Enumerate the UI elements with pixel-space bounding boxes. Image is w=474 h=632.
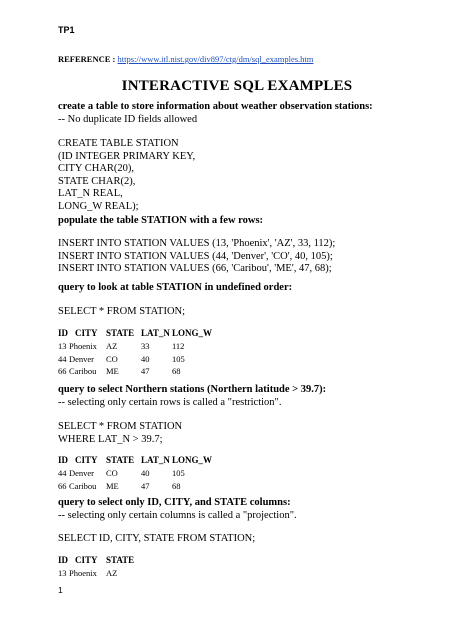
column-header: STATE — [106, 328, 135, 338]
table-cell: ME — [106, 366, 119, 377]
reference-link[interactable]: https://www.itl.nist.gov/div897/ctg/dm/sql_examples.htm — [117, 54, 314, 64]
code-line: INSERT INTO STATION VALUES (66, 'Caribou', 'ME', 47, 68); — [58, 263, 332, 275]
table-cell: 13 — [58, 340, 67, 351]
section-heading-northern: query to select Northern stations (Northern latitude > 39.7): — [58, 384, 327, 395]
table-cell: AZ — [106, 340, 118, 351]
page-number: 1 — [58, 585, 63, 595]
code-line: SELECT * FROM STATION; — [58, 306, 186, 317]
document-title: INTERACTIVE SQL EXAMPLES — [121, 78, 353, 94]
table-cell: 40 — [141, 353, 150, 364]
table-cell: 33 — [141, 340, 150, 351]
table-cell: 112 — [172, 340, 185, 351]
table-cell: 105 — [172, 467, 185, 478]
reference-line — [58, 54, 313, 64]
code-line: INSERT INTO STATION VALUES (44, 'Denver', 'CO', 40, 105); — [58, 250, 333, 262]
column-header: CITY — [75, 328, 98, 338]
table-cell: 66 — [58, 480, 67, 491]
column-header: LAT_N — [141, 455, 170, 465]
table-cell: CO — [106, 353, 118, 364]
table-cell: Denver — [69, 467, 95, 478]
column-header: CITY — [75, 555, 98, 565]
table-cell: CO — [106, 467, 118, 478]
table-cell: 105 — [172, 353, 185, 364]
code-line: INSERT INTO STATION VALUES (13, 'Phoenix', 'AZ', 33, 112); — [58, 238, 336, 249]
table-cell: 44 — [58, 467, 67, 478]
table-cell: Phoenix — [69, 340, 97, 351]
header-label: TP1 — [58, 25, 75, 35]
code-line: CITY CHAR(20), — [58, 163, 135, 175]
table-cell: ME — [106, 480, 119, 491]
comment-no-duplicate: -- No duplicate ID fields allowed — [58, 114, 198, 125]
table-cell: 13 — [58, 567, 67, 578]
column-header: LONG_W — [172, 455, 213, 465]
column-header: ID — [58, 555, 69, 565]
table-cell: Caribou — [69, 480, 97, 491]
column-header: LAT_N — [141, 328, 170, 338]
section-heading-projection: query to select only ID, CITY, and STATE columns: — [58, 497, 291, 508]
code-line: STATE CHAR(2), — [58, 175, 136, 187]
column-header: STATE — [106, 555, 135, 565]
column-header: STATE — [106, 455, 135, 465]
code-line: (ID INTEGER PRIMARY KEY, — [58, 150, 196, 162]
section-heading-undefined-order: query to look at table STATION in undefined order: — [58, 282, 293, 293]
column-header: CITY — [75, 455, 98, 465]
section-heading-create-table: create a table to store information about weather observation stations: — [58, 101, 373, 112]
table-cell: 66 — [58, 366, 67, 377]
code-line: LONG_W REAL); — [58, 201, 139, 212]
table-cell: 47 — [141, 480, 150, 491]
comment-projection: -- selecting only certain columns is called a "projection". — [58, 510, 297, 521]
code-line: SELECT * FROM STATION — [58, 421, 183, 432]
comment-restriction: -- selecting only certain rows is called a "restriction". — [58, 397, 282, 408]
column-header: ID — [58, 455, 69, 465]
table-cell: AZ — [106, 567, 118, 578]
column-header: LONG_W — [172, 328, 213, 338]
table-cell: Caribou — [69, 366, 97, 377]
table-cell: 68 — [172, 480, 181, 491]
table-cell: 44 — [58, 353, 67, 364]
section-heading-populate: populate the table STATION with a few rows: — [58, 215, 264, 226]
code-line: SELECT ID, CITY, STATE FROM STATION; — [58, 533, 256, 544]
code-line: LAT_N REAL, — [58, 188, 123, 200]
code-line: CREATE TABLE STATION — [58, 138, 179, 149]
table-cell: 68 — [172, 366, 181, 377]
table-cell: Denver — [69, 353, 95, 364]
reference-label: REFERENCE : — [58, 54, 118, 64]
column-header: ID — [58, 328, 69, 338]
table-cell: Phoenix — [69, 567, 97, 578]
table-cell: 40 — [141, 467, 150, 478]
table-cell: 47 — [141, 366, 150, 377]
code-line: WHERE LAT_N > 39.7; — [58, 433, 163, 445]
